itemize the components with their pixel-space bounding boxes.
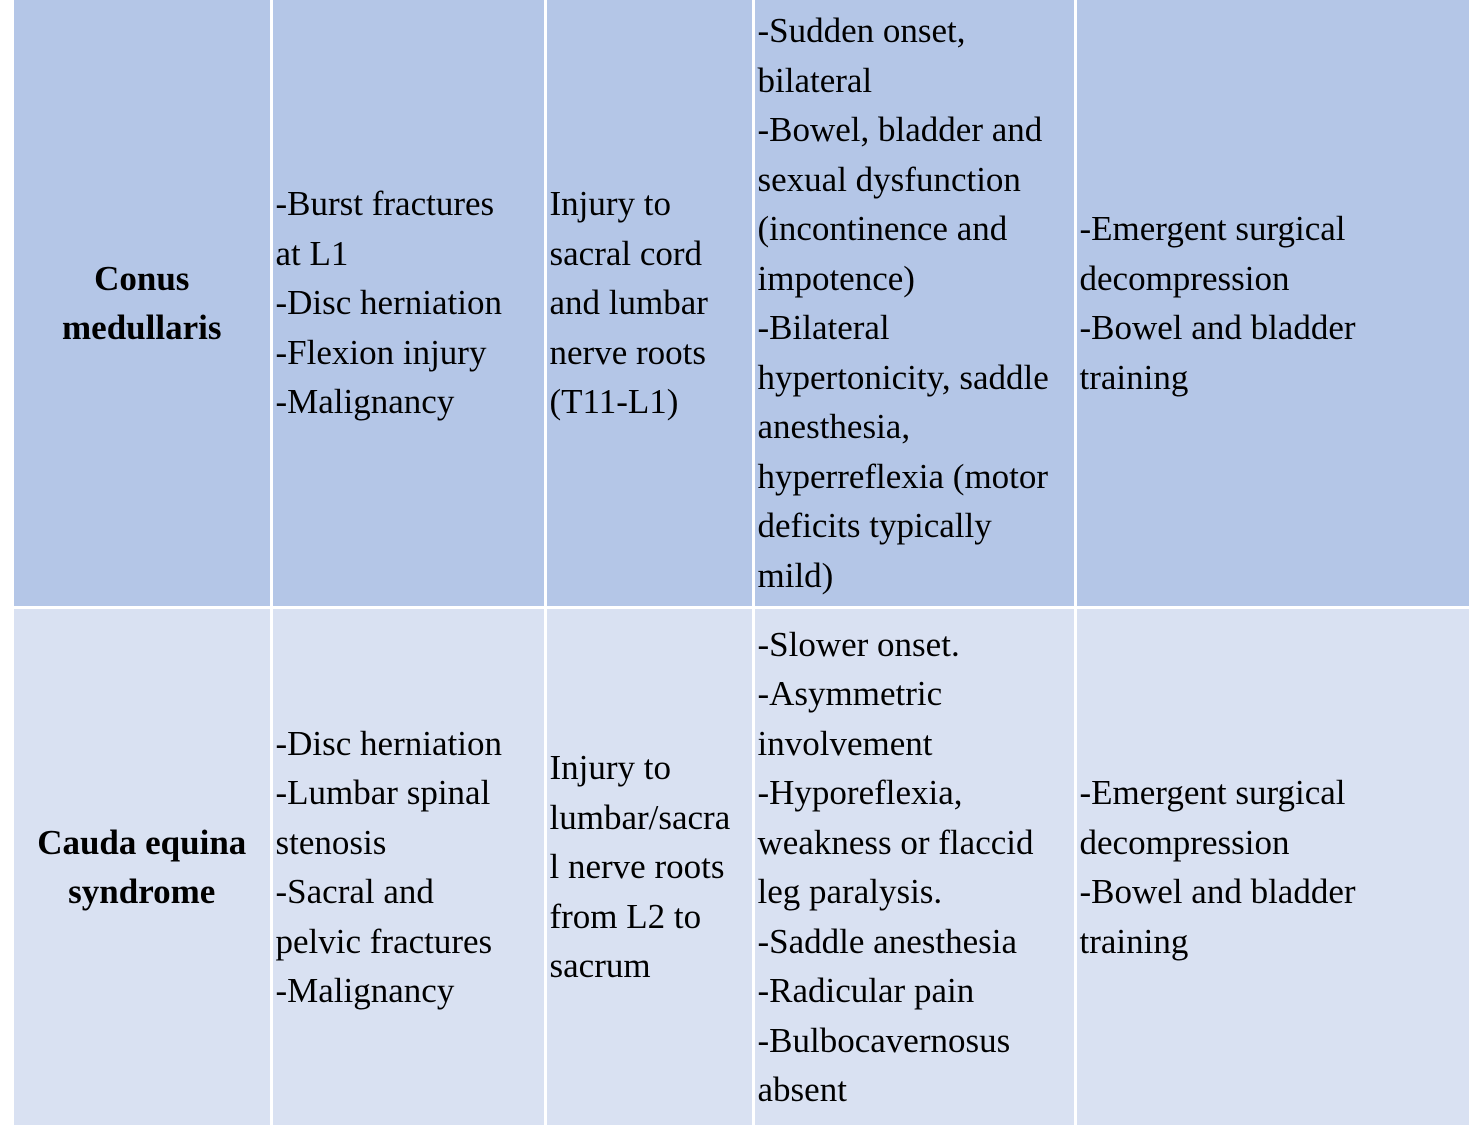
- feature-line: -Asymmetric: [757, 674, 943, 713]
- feature-line: -Bilateral: [757, 308, 890, 347]
- injury-cell: [545, 0, 753, 608]
- feature-line: bilateral: [757, 60, 873, 100]
- spinal-syndromes-table-wrapper: [14, 0, 1470, 1126]
- feature-line: anesthesia,: [757, 407, 911, 446]
- management-line: decompression: [1079, 258, 1290, 298]
- injury-line: sacrum: [549, 946, 651, 986]
- management-line: -Emergent surgical: [1079, 209, 1346, 248]
- injury-line: nerve roots: [549, 332, 706, 372]
- feature-line: -Radicular pain: [757, 971, 975, 1010]
- condition-line: Cauda equina: [37, 822, 247, 862]
- table-row-conus-medullaris: [14, 0, 1470, 608]
- condition-cell: [14, 0, 271, 608]
- management-line: decompression: [1079, 822, 1290, 862]
- feature-line: -Slower onset.: [757, 624, 960, 664]
- cause-line: -Disc herniation: [275, 723, 502, 763]
- management-line: training: [1079, 921, 1189, 961]
- management-line: -Bowel and bladder: [1079, 308, 1356, 347]
- table-row-cauda-equina: [14, 608, 1470, 1126]
- cause-line: -Lumbar spinal: [275, 773, 491, 812]
- features-cell: [753, 608, 1075, 1126]
- condition-line: medullaris: [62, 308, 222, 347]
- cause-line: stenosis: [275, 822, 387, 862]
- condition-line: syndrome: [68, 872, 216, 911]
- injury-line: from L2 to: [549, 896, 702, 936]
- spinal-syndromes-table: [14, 0, 1472, 1125]
- feature-line: -Sudden onset,: [757, 11, 966, 50]
- injury-line: Injury to: [549, 184, 672, 224]
- cause-line: pelvic fractures: [275, 921, 493, 961]
- cause-line: -Flexion injury: [275, 332, 487, 372]
- feature-line: (incontinence and: [757, 209, 1008, 248]
- feature-line: sexual dysfunction: [757, 159, 1021, 199]
- injury-line: l nerve roots: [549, 847, 725, 887]
- cause-line: -Malignancy: [275, 971, 455, 1010]
- feature-line: absent: [757, 1070, 847, 1109]
- management-cell: [1075, 608, 1470, 1126]
- injury-line: lumbar/sacra: [549, 797, 731, 837]
- feature-line: -Hyporeflexia,: [757, 773, 963, 812]
- feature-line: involvement: [757, 723, 933, 763]
- feature-line: -Saddle anesthesia: [757, 921, 1017, 961]
- feature-line: deficits typically: [757, 506, 992, 545]
- feature-line: impotence): [757, 258, 915, 298]
- injury-cell: [545, 608, 753, 1126]
- management-cell: [1075, 0, 1470, 608]
- feature-line: weakness or flaccid: [757, 822, 1034, 862]
- condition-cell: [14, 608, 271, 1126]
- feature-line: leg paralysis.: [757, 872, 943, 911]
- feature-line: hypertonicity, saddle: [757, 357, 1049, 397]
- management-line: -Bowel and bladder: [1079, 872, 1356, 911]
- causes-cell: [271, 0, 545, 608]
- feature-line: -Bowel, bladder and: [757, 110, 1043, 149]
- cause-line: -Sacral and: [275, 872, 434, 911]
- cause-line: -Burst fractures: [275, 184, 495, 224]
- injury-line: Injury to: [549, 748, 672, 788]
- management-line: training: [1079, 357, 1189, 397]
- cause-line: -Malignancy: [275, 382, 455, 422]
- management-line: -Emergent surgical: [1079, 773, 1346, 812]
- causes-cell: [271, 608, 545, 1126]
- feature-line: hyperreflexia (motor: [757, 456, 1049, 496]
- feature-line: -Bulbocavernosus: [757, 1020, 1011, 1060]
- cause-line: -Disc herniation: [275, 283, 502, 323]
- injury-line: (T11-L1): [549, 382, 679, 422]
- cause-line: at L1: [275, 233, 349, 273]
- feature-line: mild): [757, 555, 834, 595]
- condition-line: Conus: [94, 258, 190, 298]
- injury-line: and lumbar: [549, 283, 708, 323]
- features-cell: [753, 0, 1075, 608]
- injury-line: sacral cord: [549, 233, 703, 273]
